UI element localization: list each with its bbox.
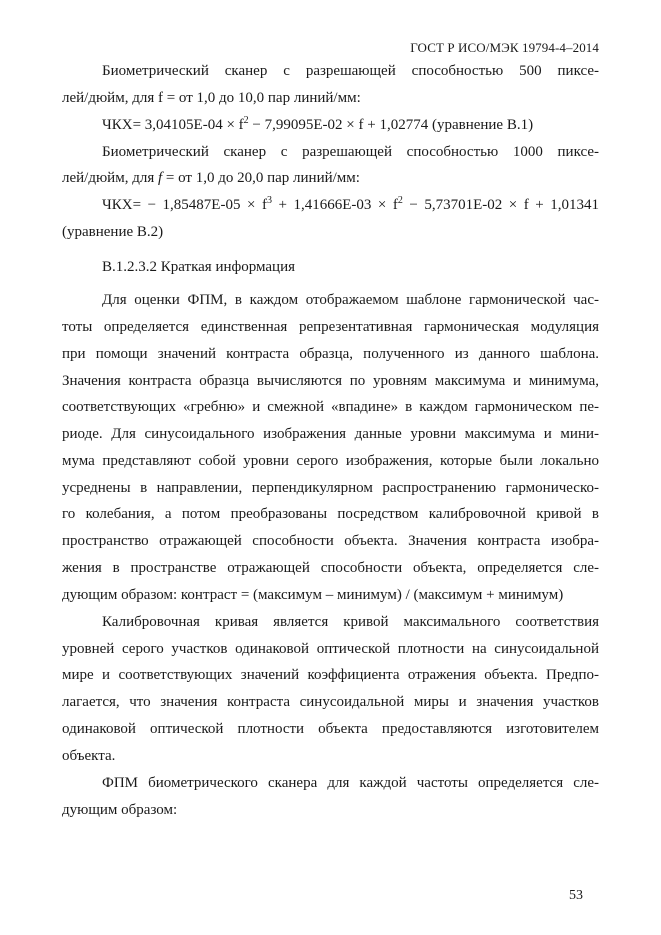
section-heading: В.1.2.3.2 Краткая информация (102, 259, 296, 275)
paragraph-line: пространство отражающей способности объекта. Значения контраста изобра- (62, 533, 599, 549)
variable-f: f (157, 170, 163, 186)
text-line: Биометрический сканер с разрешающей способностью 500 пиксе- (102, 63, 599, 79)
paragraph-line: дующим образом: (62, 802, 178, 818)
text-line (62, 169, 360, 187)
text-line: Биометрический сканер с разрешающей способностью 1000 пиксе- (102, 144, 599, 160)
paragraph-line: объекта. (62, 748, 116, 764)
paragraph-line: лагается, что значения контраста синусоидальной миры и значения участков (62, 694, 599, 710)
paragraph-line: ФПМ биометрического сканера для каждой частоты определяется сле- (102, 775, 599, 791)
paragraph-line: усреднены в направлении, перпендикулярном распространению гармоническо- (62, 480, 599, 496)
paragraph-line: одинаковой оптической плотности объекта предоставляются изготовителем (62, 721, 599, 737)
superscript: 2 (397, 195, 403, 206)
paragraph-line: жения в пространстве отражающей способности объекта, определяется сле- (62, 560, 599, 576)
paragraph-line: мума представляют собой уровни серого изображения, которые были локально (62, 453, 599, 469)
document-header: ГОСТ Р ИСО/МЭК 19794-4–2014 (410, 40, 599, 55)
paragraph-line: Значения контраста образца вычисляются по уровням максимума и минимума, (62, 373, 599, 389)
equation-part: − 5,73701E-02 × f + 1,01341 (402, 197, 600, 213)
equation-label: (уравнение В.2) (62, 224, 164, 240)
paragraph-line: Для оценки ФПМ, в каждом отображаемом шаблоне гармонической час- (102, 292, 599, 308)
paragraph-line: го колебания, а потом преобразованы посредством калибровочной кривой в (62, 506, 599, 522)
equation-part: + 1,41666E-03 × f (271, 197, 398, 213)
text-part: = от 1,0 до 20,0 пар линий/мм: (162, 170, 360, 186)
equation-part: − 7,99095E-02 × f + 1,02774 (уравнение В.1) (248, 117, 534, 133)
paragraph-line: риоде. Для синусоидального изображения данные уровни максимума и мини- (62, 426, 599, 442)
equation-1 (102, 116, 533, 134)
superscript: 2 (243, 115, 249, 126)
paragraph-line: соответствующих «гребню» и смежной «впадине» в каждом гармоническом пе- (62, 399, 599, 415)
paragraph-line: мире и соответствующих значений коэффициента отражения объекта. Предпо- (62, 667, 599, 683)
equation-2 (102, 196, 599, 214)
superscript: 3 (266, 195, 272, 206)
paragraph-line: при помощи значений контраста образца, полученного из данного шаблона. (62, 346, 599, 362)
equation-part: ЧКХ= 3,04105E-04 × f (102, 117, 244, 133)
paragraph-line: уровней серого участков одинаковой оптической плотности на синусоидальной (62, 641, 599, 657)
page-number: 53 (569, 888, 583, 903)
equation-part: ЧКХ= − 1,85487E-05 × f (102, 197, 267, 213)
paragraph-line: тоты определяется единственная репрезентативная гармоническая модуляция (62, 319, 599, 335)
paragraph-line: Калибровочная кривая является кривой максимального соответствия (102, 614, 599, 630)
text-part: лей/дюйм, для (62, 170, 158, 186)
paragraph-line: дующим образом: контраст = (максимум – минимум) / (максимум + минимум) (62, 587, 564, 603)
text-line: лей/дюйм, для f = от 1,0 до 10,0 пар линий/мм: (62, 90, 361, 106)
